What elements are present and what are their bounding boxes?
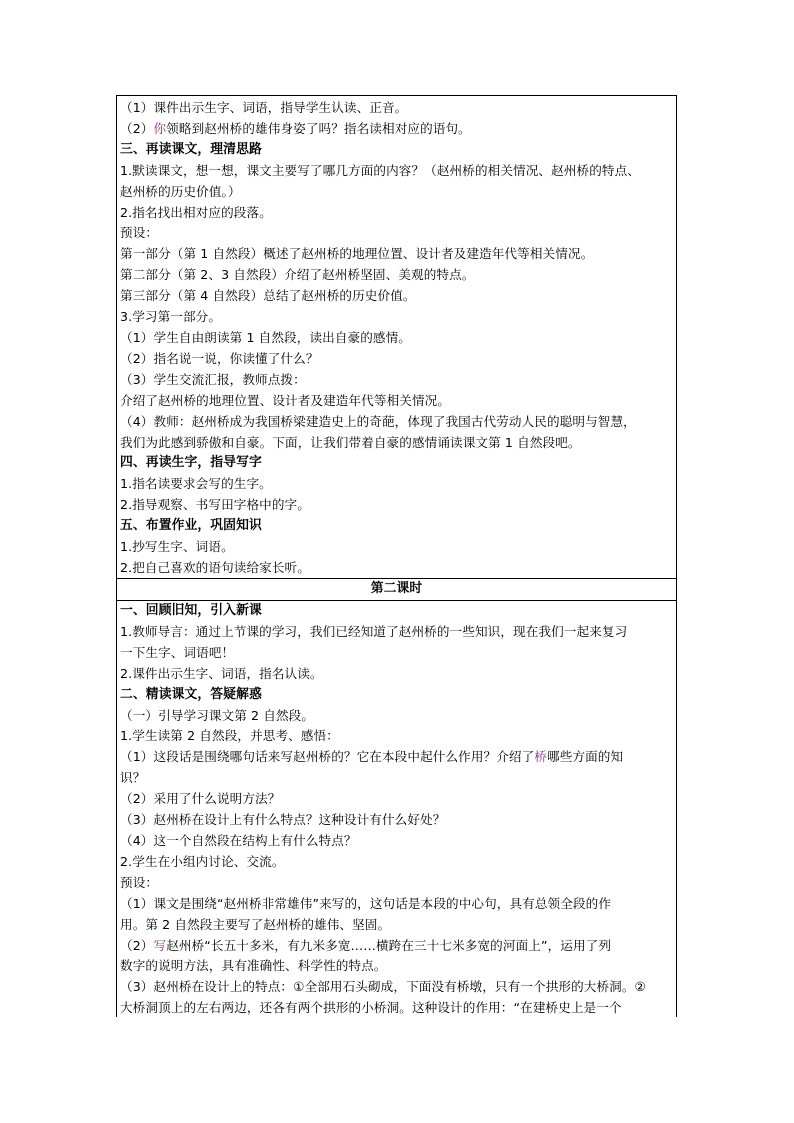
text-line: 预设： xyxy=(120,225,159,241)
text-line: 1.指名读要求会写的生字。 xyxy=(120,476,272,492)
text-line: 识？ xyxy=(120,770,146,786)
section-heading: 二、精读课文，答疑解惑 xyxy=(120,686,262,702)
text-line: 2.把自己喜欢的语句读给家长听。 xyxy=(120,559,310,575)
text-line: 2.课件出示生字、词语，指名认读。 xyxy=(120,665,323,681)
text-line: 2.学生在小组内讨论、交流。 xyxy=(120,853,285,869)
section-heading: 四、再读生字，指导写字 xyxy=(120,455,262,471)
text-line: （4）教师：赵州桥成为我国桥梁建造史上的奇葩，体现了我国古代劳动人民的聪明与智慧， xyxy=(120,413,636,429)
text-segment: （2） xyxy=(120,937,154,953)
text-line: 赵州桥的历史价值。） xyxy=(120,183,241,199)
text-line: 2.指名找出相对应的段落。 xyxy=(120,204,272,220)
lesson-plan-table xyxy=(116,95,677,1017)
text-line: 2.指导观察、书写田字格中的字。 xyxy=(120,497,310,513)
text-segment: 哪些方面的知 xyxy=(547,749,624,765)
section-heading: 三、再读课文，理清思路 xyxy=(120,141,262,157)
section-title: 第二课时 xyxy=(370,581,423,596)
text-line: （2）指名说一说，你读懂了什么？ xyxy=(120,350,319,366)
text-segment: （2） xyxy=(120,120,154,136)
section-heading: 五、布置作业，巩固知识 xyxy=(120,518,262,534)
text-line: （1）课文是围绕“赵州桥非常雄伟”来写的，这句话是本段的中心句，具有总领全段的作 xyxy=(120,895,612,911)
text-line: 用。第 2 自然段主要写了赵州桥的雄伟、坚固。 xyxy=(120,916,391,932)
text-line: （1）学生自由朗读第 1 自然段，读出自豪的感情。 xyxy=(120,329,411,345)
text-line: （一）引导学习课文第 2 自然段。 xyxy=(120,707,315,723)
text-line: （3）赵州桥在设计上的特点：①全部用石头砌成，下面没有桥墩，只有一个拱形的大桥洞。② xyxy=(120,979,646,995)
text-line: 1.学生读第 2 自然段，并思考、感悟： xyxy=(120,728,339,744)
text-line: 大桥洞顶上的左右两边，还各有两个拱形的小桥洞。这种设计的作用：“在建桥史上是一个 xyxy=(120,1000,622,1016)
text-line: 我们为此感到骄傲和自豪。下面，让我们带着自豪的感情诵读课文第 1 自然段吧。 xyxy=(120,434,581,450)
lesson-part-one-content xyxy=(120,98,673,579)
text-line: 一下生字、词语吧！ xyxy=(120,644,235,660)
lesson-part-two-content xyxy=(120,601,673,1017)
text-line: （3）赵州桥在设计上有什么特点？这种设计有什么好处？ xyxy=(120,812,446,828)
text-line: 介绍了赵州桥的地理位置、设计者及建造年代等相关情况。 xyxy=(120,392,451,408)
text-line: 数字的说明方法，具有准确性、科学性的特点。 xyxy=(120,958,387,974)
text-line: 1.教师导言：通过上节课的学习，我们已经知道了赵州桥的一些知识，现在我们一起来复习 xyxy=(120,623,628,639)
text-segment: （1）这段话是围绕哪句话来写赵州桥的？它在本段中起什么作用？介绍了 xyxy=(120,749,535,765)
text-segment: 领略到赵州桥的雄伟身姿了吗？指名读相对应的语句。 xyxy=(166,120,471,136)
section-heading: 一、回顾旧知，引入新课 xyxy=(120,603,262,618)
text-line: （1）课件出示生字、词语，指导学生认读、正音。 xyxy=(120,100,408,115)
text-line: 1.抄写生字、词语。 xyxy=(120,539,234,555)
text-line xyxy=(120,119,673,140)
text-line: 第三部分（第 4 自然段）总结了赵州桥的历史价值。 xyxy=(120,288,416,304)
text-line: （2）采用了什么说明方法？ xyxy=(120,791,281,807)
section-title-row xyxy=(120,579,673,600)
text-line: （3）学生交流汇报，教师点拨： xyxy=(120,371,306,387)
highlighted-char: 桥 xyxy=(534,749,548,765)
highlighted-char: 写 xyxy=(153,937,167,953)
text-line: 预设： xyxy=(120,874,159,890)
highlighted-char: 你 xyxy=(153,120,167,136)
text-line: （4）这一个自然段在结构上有什么特点？ xyxy=(120,832,357,848)
text-segment: 赵州桥“长五十多米，有九米多宽……横跨在三十七米多宽的河面上”，运用了列 xyxy=(166,937,612,953)
text-line: 1.默读课文，想一想，课文主要写了哪几方面的内容？（赵州桥的相关情况、赵州桥的特点、 xyxy=(120,162,640,178)
text-line: 3.学习第一部分。 xyxy=(120,309,222,325)
text-line xyxy=(120,747,673,768)
text-line: 第二部分（第 2、3 自然段）介绍了赵州桥坚固、美观的特点。 xyxy=(120,267,475,283)
text-line xyxy=(120,936,673,957)
text-line: 第一部分（第 1 自然段）概述了赵州桥的地理位置、设计者及建造年代等相关情况。 xyxy=(120,246,594,262)
